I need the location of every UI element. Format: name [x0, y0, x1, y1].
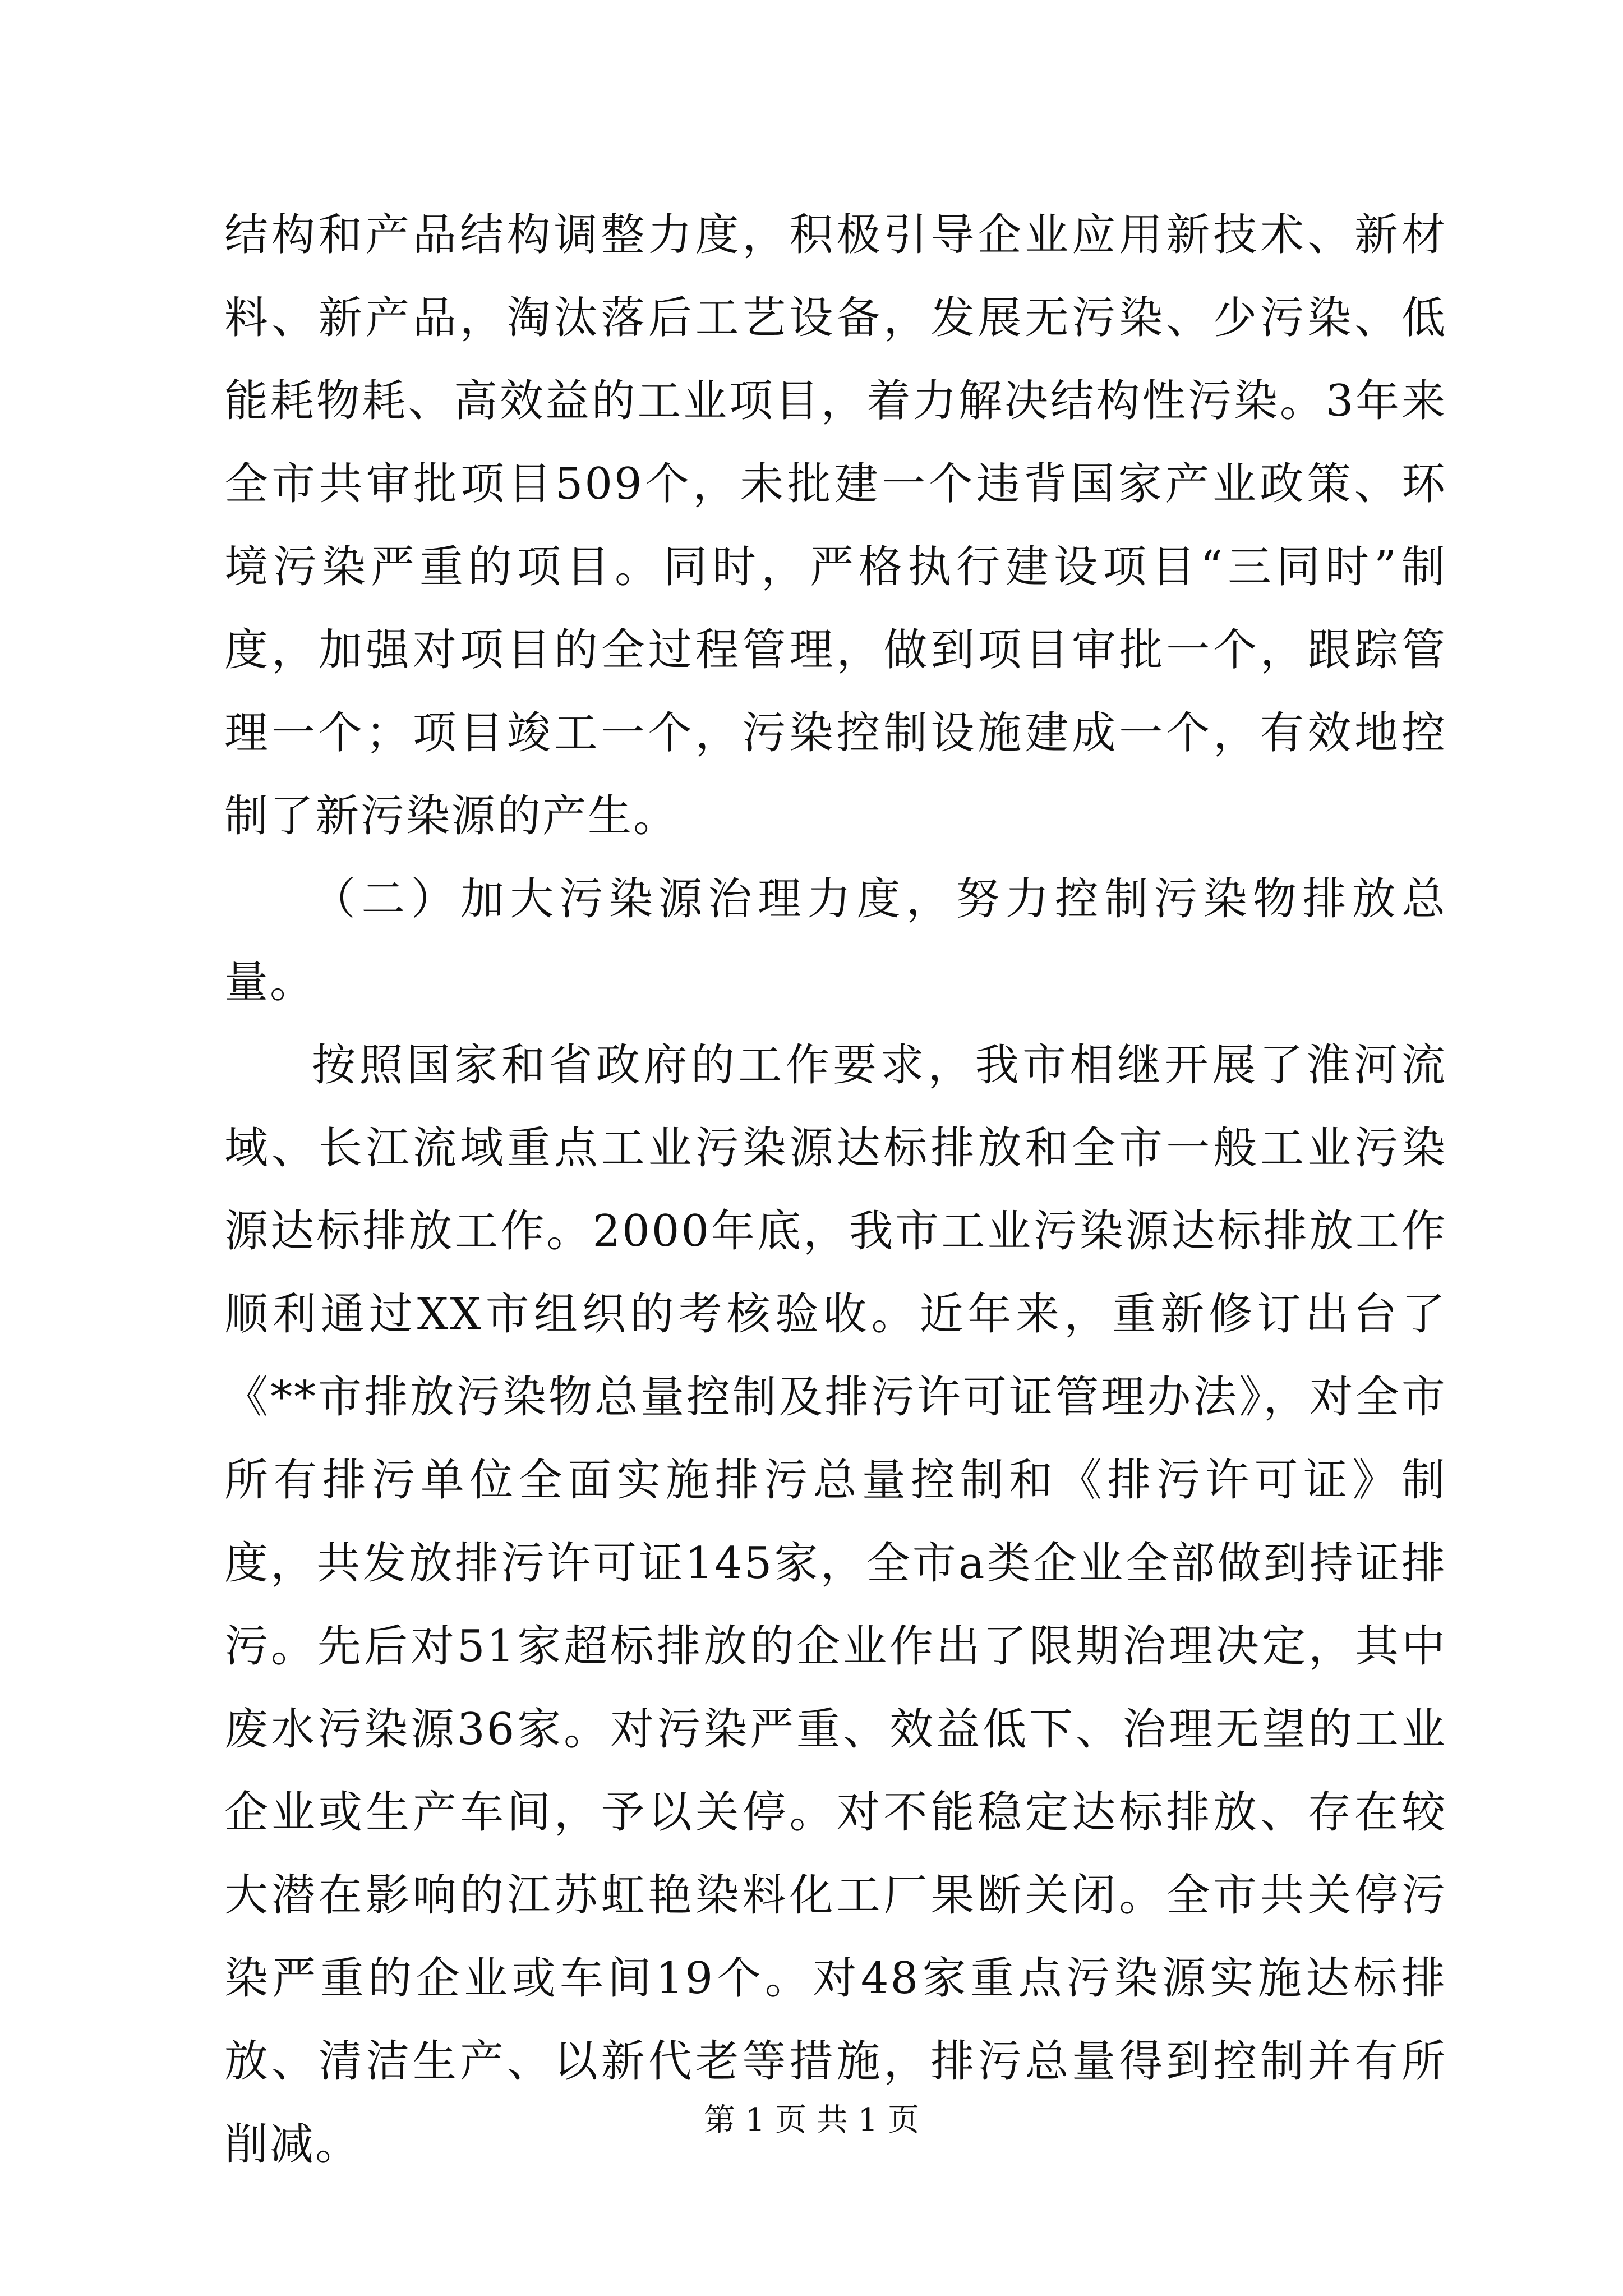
section-heading: （二）加大污染源治理力度，努力控制污染物排放总量。 — [224, 874, 1447, 1007]
paragraph-continuation: 结构和产品结构调整力度，积极引导企业应用新技术、新材料、新产品，淘汰落后工艺设备，发展无污染、少污染、低能耗物耗、高效益的工业项目，着力解决结构性污染。3年来全市共审批项目509个，未批建一个违背国家产业政策、环境污染严重的项目。同时，严格执行建设项目“三同时”制度，加强对项目的全过程管理，做到项目审批一个，跟踪管理一个；项目竣工一个，污染控制设施建成一个，有效地控制了新污染源的产生。 — [224, 210, 1447, 841]
page-footer: 第 1 页 共 1 页 — [703, 2102, 920, 2138]
paragraph-body: 按照国家和省政府的工作要求，我市相继开展了淮河流域、长江流域重点工业污染源达标排放和全市一般工业污染源达标排放工作。2000年底，我市工业污染源达标排放工作顺利通过XX市组织的考核验收。近年来，重新修订出台了《**市排放污染物总量控制及排污许可证管理办法》，对全市所有排污单位全面实施排污总量控制和《排污许可证》制度，共发放排污许可证145家，全市a类企业全部做到持证排污。先后对51家超标排放的企业作出了限期治理决定，其中废水污染源36家。对污染严重、效益低下、治理无望的工业企业或生产车间，予以关停。对不能稳定达标排放、存在较大潜在影响的江苏虹艳染料化工厂果断关闭。全市共关停污染严重的企业或车间19个。对48家重点污染源实施达标排放、清洁生产、以新代老等措施，排污总量得到控制并有所削减。 — [224, 1040, 1447, 2170]
document-body — [224, 194, 1447, 2186]
